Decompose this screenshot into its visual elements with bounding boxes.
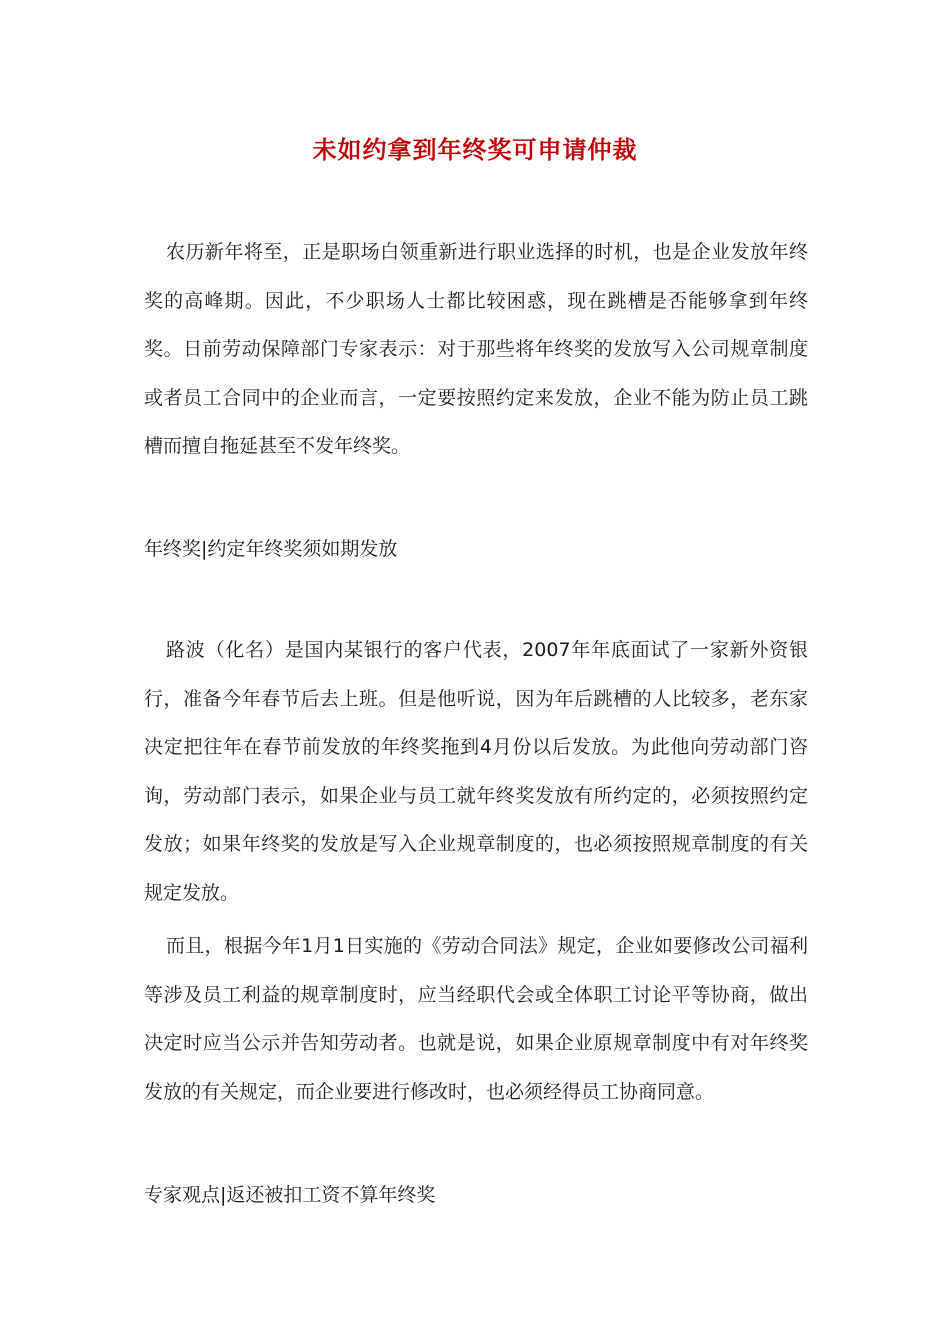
section-heading-year-end-bonus: 年终奖|约定年终奖须如期发放 — [144, 538, 398, 560]
section-heading-expert-opinion: 专家观点|返还被扣工资不算年终奖 — [144, 1184, 436, 1206]
document-title: 未如约拿到年终奖可申请仲裁 — [312, 136, 638, 164]
paragraph-labor-contract-law: 而且，根据今年1月1日实施的《劳动合同法》规定，企业如要修改公司福利等涉及员工利益的规章制度时，应当经职代会或全体职工讨论平等协商，做出决定时应当公示并告知劳动者。也就是说，如果企业原规章制度中有对年终奖发放的有关规定，而企业要进行修改时，也必须经得员工协商同意。 — [144, 935, 808, 1103]
paragraph-case-example: 路波（化名）是国内某银行的客户代表，2007年年底面试了一家新外资银行，准备今年春节后去上班。但是他听说，因为年后跳槽的人比较多，老东家决定把往年在春节前发放的年终奖拖到4月份以后发放。为此他向劳动部门咨询，劳动部门表示，如果企业与员工就年终奖发放有所约定的，必须按照约定发放；如果年终奖的发放是写入企业规章制度的，也必须按照规章制度的有关规定发放。 — [144, 639, 808, 904]
paragraph-intro: 农历新年将至，正是职场白领重新进行职业选择的时机，也是企业发放年终奖的高峰期。因此，不少职场人士都比较困惑，现在跳槽是否能够拿到年终奖。日前劳动保障部门专家表示：对于那些将年终奖的发放写入公司规章制度或者员工合同中的企业而言，一定要按照约定来发放，企业不能为防止员工跳槽而擅自拖延甚至不发年终奖。 — [144, 241, 808, 457]
